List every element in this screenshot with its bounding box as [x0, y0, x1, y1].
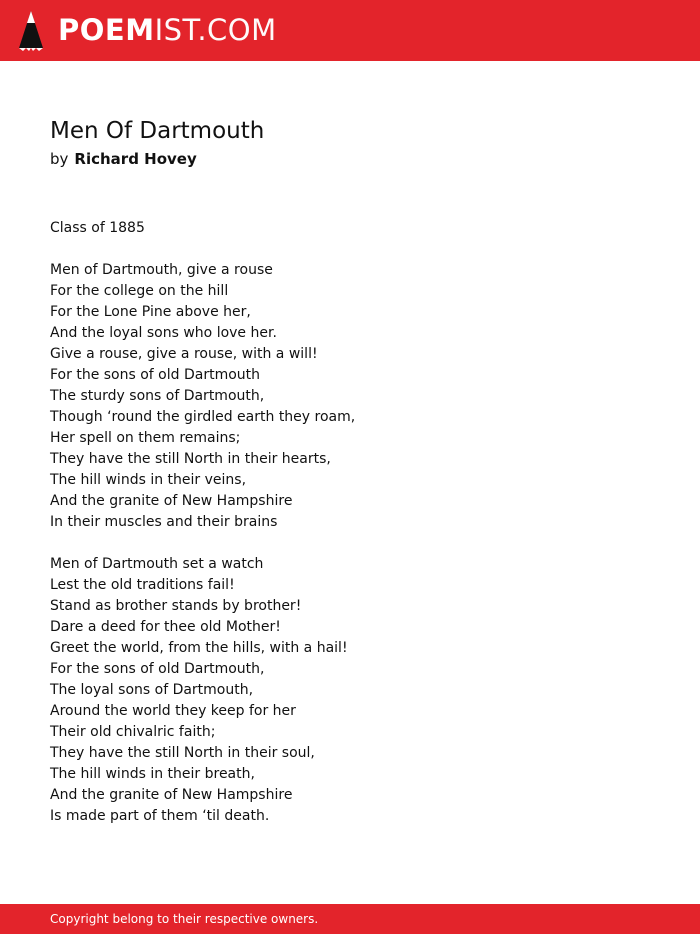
brand-light-text: IST.COM	[154, 12, 277, 47]
site-logo[interactable]	[18, 9, 278, 53]
poem-line: And the granite of New Hampshire	[50, 493, 293, 509]
poem-line: The hill winds in their breath,	[50, 766, 255, 782]
poem-line: Their old chivalric faith;	[50, 724, 216, 740]
poem-line: The sturdy sons of Dartmouth,	[50, 388, 265, 404]
poem-body	[50, 218, 650, 848]
poem-line: For the Lone Pine above her,	[50, 304, 251, 320]
poem-line: In their muscles and their brains	[50, 514, 278, 530]
copyright-text: Copyright belong to their respective owners.	[50, 912, 319, 926]
stanza-2	[50, 554, 650, 827]
poem-line: Though ‘round the girdled earth they roam,	[50, 409, 356, 425]
poem-line: Around the world they keep for her	[50, 703, 296, 719]
poem-line: For the sons of old Dartmouth	[50, 367, 261, 383]
poem-line: Greet the world, from the hills, with a hail!	[50, 640, 348, 656]
poem-line: For the college on the hill	[50, 283, 229, 299]
author-name: Richard Hovey	[74, 150, 197, 168]
poem-line: The loyal sons of Dartmouth,	[50, 682, 254, 698]
poem-line: Men of Dartmouth, give a rouse	[50, 262, 273, 278]
poem-line: They have the still North in their soul,	[50, 745, 315, 761]
poem-heading	[50, 117, 650, 169]
brand-bold-text: POEM	[58, 12, 155, 47]
poem-line: Her spell on them remains;	[50, 430, 241, 446]
poem-line: Stand as brother stands by brother!	[50, 598, 302, 614]
poem-line: Lest the old traditions fail!	[50, 577, 235, 593]
poem-line: And the loyal sons who love her.	[50, 325, 277, 341]
poem-line: And the granite of New Hampshire	[50, 787, 293, 803]
poem-title: Men Of Dartmouth	[50, 118, 265, 144]
by-label: by	[50, 150, 69, 168]
stanza-1	[50, 260, 650, 533]
poem-line: The hill winds in their veins,	[50, 472, 247, 488]
pencil-tip-icon	[18, 10, 44, 52]
site-name	[58, 12, 277, 47]
poem-line: Give a rouse, give a rouse, with a will!	[50, 346, 318, 362]
header-bar	[0, 0, 700, 61]
poem-line: Class of 1885	[50, 220, 145, 236]
poem-line: They have the still North in their hearts,	[50, 451, 331, 467]
footer-bar	[0, 904, 700, 934]
poem-line: Men of Dartmouth set a watch	[50, 556, 264, 572]
poem-line: Dare a deed for thee old Mother!	[50, 619, 281, 635]
poem-line: For the sons of old Dartmouth,	[50, 661, 265, 677]
byline	[50, 149, 650, 169]
stanza-intro	[50, 218, 650, 239]
poem-line: Is made part of them ‘til death.	[50, 808, 270, 824]
